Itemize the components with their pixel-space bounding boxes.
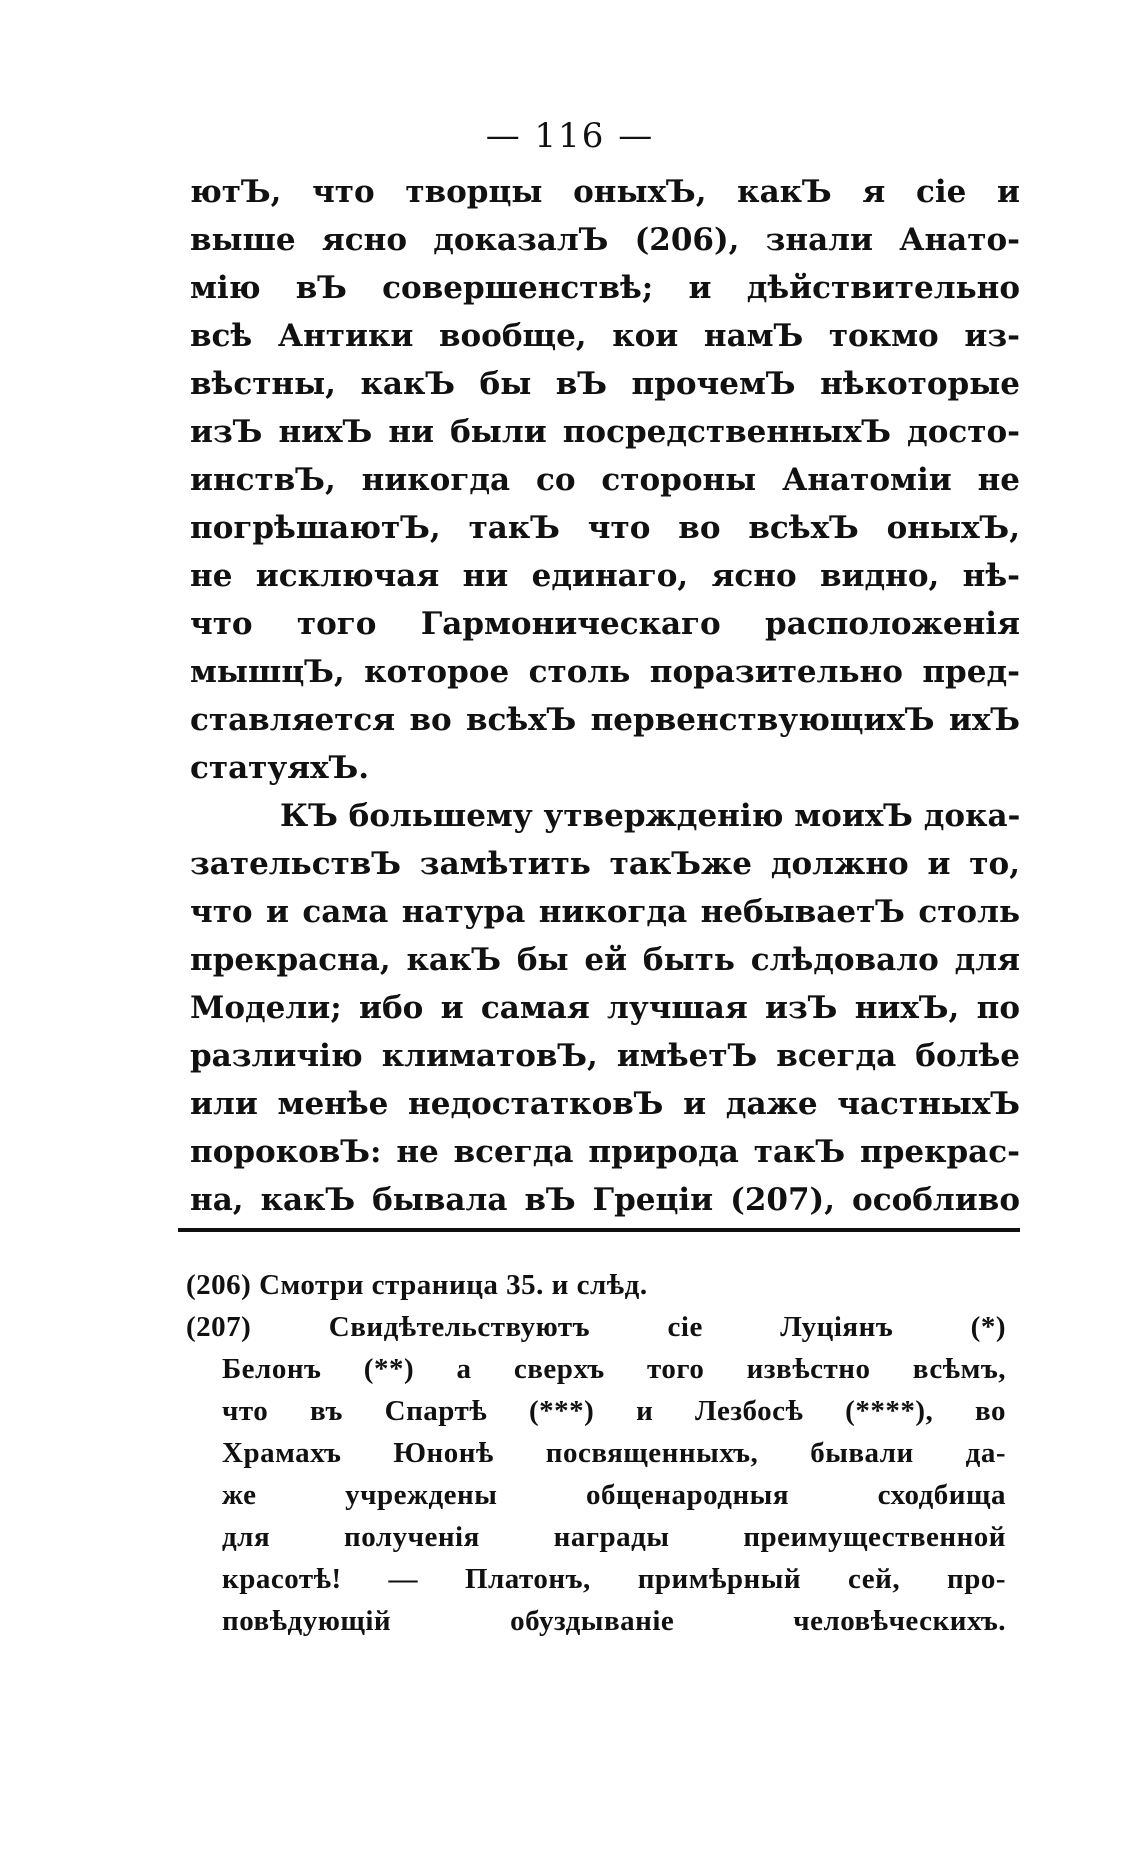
text-line: изЪ нихЪ ни были посредственныхЪ досто- [190,414,1020,450]
text-line: погрѣшаютЪ, такЪ что во всѣхЪ оныхЪ, [190,510,1020,546]
footnote-line: же учреждены общенародныя сходбища [222,1479,1006,1511]
text-line: всѣ Антики вообще, кои намЪ токмо из- [190,318,1020,354]
text-line: что того Гармоническаго расположенія [190,606,1020,642]
footnote-206: (206) Смотри страница 35. и слѣд. [186,1269,648,1301]
text-line: ютЪ, что творцы оныхЪ, какЪ я сіе и [190,174,1020,210]
footnote-line: для полученія награды преимущественной [222,1521,1006,1553]
footnote-line: Белонъ (**) а сверхъ того извѣстно всѣмъ, [222,1353,1006,1385]
text-line: что и сама натура никогда небываетЪ столь [190,894,1020,930]
text-line: вѣстны, какЪ бы вЪ прочемЪ нѣкоторые [190,366,1020,402]
footnote-207: (207) Свидѣтельствуютъ сіе Луціянъ (*) [186,1311,1006,1343]
footnote-line: Храмахъ Юнонѣ посвященныхъ, бывали да- [222,1437,1006,1469]
footnote-divider [178,1228,1020,1232]
footnote-line: что въ Спартѣ (***) и Лезбосѣ (****), во [222,1395,1006,1427]
page-number: — 116 — [485,116,655,156]
text-line: ставляется во всѣхЪ первенствующихЪ ихЪ [190,702,1020,738]
text-line: мію вЪ совершенствѣ; и дѣйствительно [190,270,1020,306]
text-line: прекрасна, какЪ бы ей быть слѣдовало для [190,942,1020,978]
footnotes [186,1264,1006,1642]
text-line: статуяхЪ. [190,750,370,786]
footnote-line: повѣдующій обуздываніе человѣческихъ. [222,1605,1006,1637]
text-line: на, какЪ бывала вЪ Греціи (207), особливо [190,1182,1020,1218]
paragraph-first-line: КЪ большему утвержденію моихЪ дока- [280,798,1020,834]
text-line: различію климатовЪ, имѣетЪ всегда болѣе [190,1038,1020,1074]
text-line: выше ясно доказалЪ (206), знали Анато- [190,222,1020,258]
text-line: или менѣе недостатковЪ и даже частныхЪ [190,1086,1020,1122]
text-line: пороковЪ: не всегда природа такЪ прекрас- [190,1134,1020,1170]
text-line: зательствЪ замѣтить такЪже должно и то, [190,846,1020,882]
footnote-line: красотѣ! — Платонъ, примѣрный сей, про- [222,1563,1006,1595]
text-line: не исключая ни единаго, ясно видно, нѣ- [190,558,1020,594]
text-line: мышцЪ, которое столь поразительно пред- [190,654,1020,690]
text-line: Модели; ибо и самая лучшая изЪ нихЪ, по [190,990,1020,1026]
text-line: инствЪ, никогда со стороны Анатоміи не [190,462,1020,498]
main-text [190,168,1020,1224]
